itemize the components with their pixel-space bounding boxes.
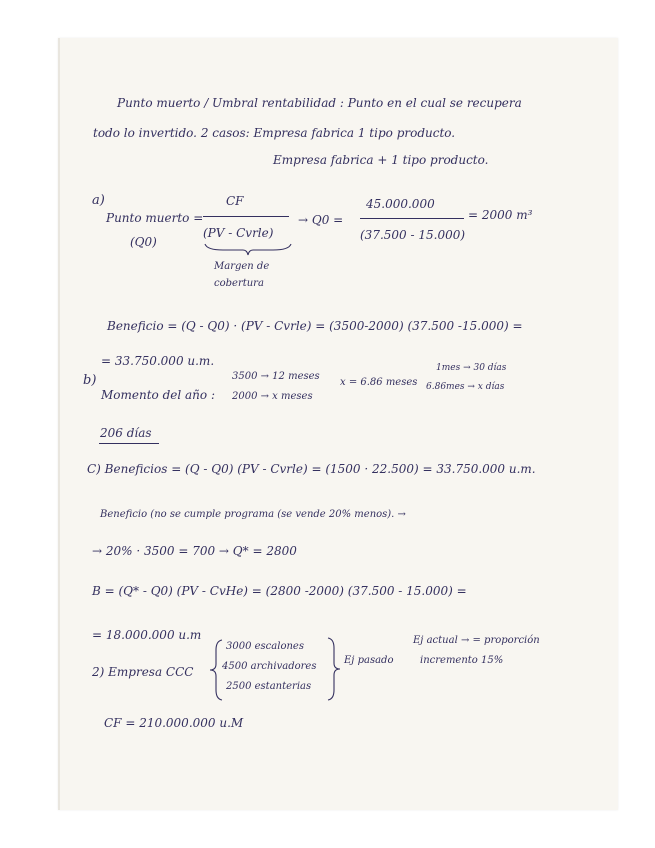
q0-label: (Q0) [130, 235, 157, 249]
punto-muerto-label: Punto muerto = [106, 211, 204, 225]
margen-label-1: Margen de [214, 261, 270, 272]
proportion-line-1: 3500 → 12 meses [232, 371, 320, 382]
underbrace-icon [203, 242, 293, 256]
arrow-q0: → Q0 = [298, 213, 344, 227]
item-archivadores: 4500 archivadores [222, 661, 317, 672]
no-cumple-line: Beneficio (no se cumple programa (se vende 20% menos). → [100, 509, 406, 520]
fraction-2-numerator: 45.000.000 [366, 197, 435, 211]
section-c-line: C) Beneficios = (Q - Q0) (PV - Cvrle) = (1500 · 22.500) = 33.750.000 u.m. [87, 462, 536, 476]
beneficio-line-2: = 33.750.000 u.m. [101, 354, 215, 368]
fraction-1-denominator: (PV - Cvrle) [203, 226, 274, 240]
item-estanterias: 2500 estanterias [226, 681, 312, 692]
momento-label: Momento del año : [101, 388, 215, 402]
intro-line-2: todo lo invertido. 2 casos: Empresa fabrica 1 tipo producto. [93, 126, 456, 140]
dias-line-1: 1mes → 30 días [436, 363, 507, 373]
dias-result-underline [99, 443, 159, 444]
intro-line-3: Empresa fabrica + 1 tipo producto. [273, 153, 489, 167]
beneficio-line-1: Beneficio = (Q - Q0) · (PV - Cvrle) = (3500-2000) (37.500 -15.000) = [107, 319, 523, 333]
result-q0: = 2000 m³ [468, 208, 533, 222]
section-a-label: a) [92, 193, 105, 208]
ej-pasado-label: Ej pasado [344, 655, 394, 666]
veinte-porciento-line: → 20% · 3500 = 700 → Q* = 2800 [92, 544, 297, 558]
item-escalones: 3000 escalones [226, 641, 304, 652]
intro-line-1: Punto muerto / Umbral rentabilidad : Punto en el cual se recupera [117, 96, 522, 110]
fraction-2-bar [360, 218, 464, 219]
b-result-line: = 18.000.000 u.m [92, 628, 202, 642]
dias-result: 206 días [100, 426, 152, 440]
x-result: x = 6.86 meses [340, 377, 418, 388]
right-brace-icon [326, 636, 344, 702]
fraction-2-denominator: (37.500 - 15.000) [360, 228, 466, 242]
incremento-label: incremento 15% [420, 655, 504, 666]
proportion-line-2: 2000 → x meses [232, 391, 313, 402]
margen-label-2: cobertura [214, 278, 264, 289]
dias-line-2: 6.86mes → x días [426, 382, 505, 392]
cf-line: CF = 210.000.000 u.M [104, 716, 244, 730]
section-2-label: 2) Empresa CCC [92, 665, 194, 679]
b-formula-line: B = (Q* - Q0) (PV - CvHe) = (2800 -2000) (37.500 - 15.000) = [92, 584, 467, 598]
fraction-1-bar [203, 216, 289, 217]
page-edge [58, 38, 60, 810]
ej-actual-label: Ej actual → = proporción [413, 635, 540, 646]
section-b-label: b) [83, 373, 97, 388]
fraction-1-numerator: CF [226, 194, 244, 208]
